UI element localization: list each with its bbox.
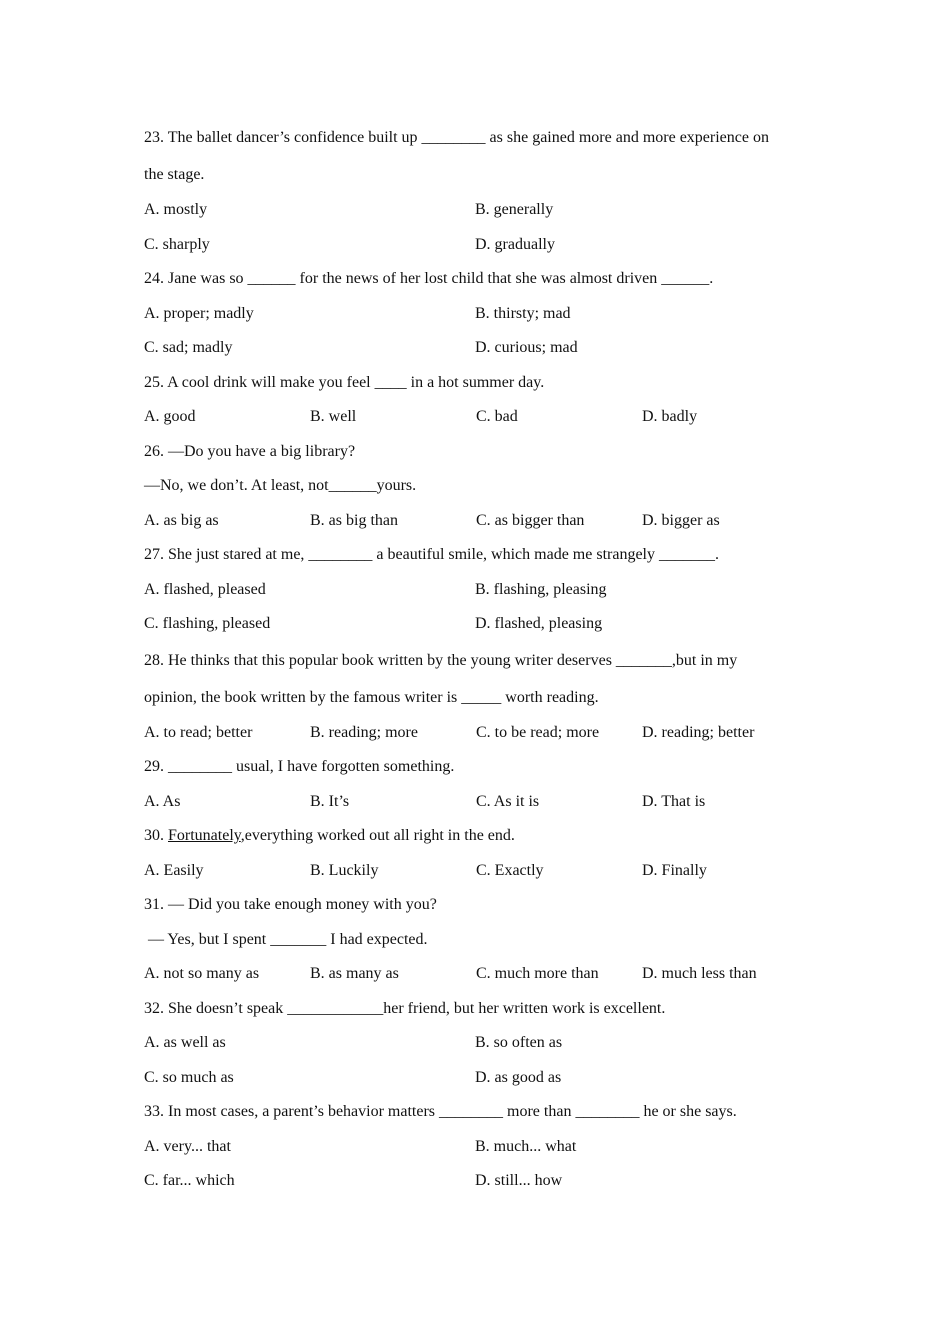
option-c[interactable]: C. so much as — [144, 1068, 234, 1086]
options-row — [144, 193, 814, 228]
question-text: 26. —Do you have a big library? — [144, 442, 356, 460]
question-30 — [144, 819, 814, 888]
option-d[interactable]: D. gradually — [475, 235, 555, 253]
question-32 — [144, 992, 814, 1096]
options-row — [144, 400, 814, 435]
option-d[interactable]: D. That is — [642, 792, 706, 810]
option-b[interactable]: B. as many as — [310, 965, 399, 982]
question-25 — [144, 366, 814, 435]
options-row — [144, 504, 814, 539]
options-row — [144, 297, 814, 332]
option-d[interactable]: D. badly — [642, 408, 698, 425]
question-text: 32. She doesn’t speak ____________her friend, but her written work is excellent. — [144, 999, 666, 1017]
question-text: 24. Jane was so ______ for the news of her lost child that she was almost driven ______. — [144, 270, 714, 287]
options-row — [144, 607, 814, 642]
question-text: 27. She just stared at me, ________ a beautiful smile, which made me strangely _______. — [144, 546, 719, 563]
option-c[interactable]: C. bad — [476, 408, 518, 425]
option-b[interactable]: B. It’s — [310, 792, 350, 810]
question-27 — [144, 538, 814, 642]
option-a[interactable]: A. As — [144, 792, 181, 810]
question-text: 23. The ballet dancer’s confidence built up ________ as she gained more and more experience on — [144, 129, 769, 146]
option-c[interactable]: C. to be read; more — [476, 723, 600, 741]
option-c[interactable]: C. flashing, pleased — [144, 615, 271, 632]
option-c[interactable]: C. As it is — [476, 792, 540, 810]
option-b[interactable]: B. generally — [475, 201, 554, 218]
question-text: 25. A cool drink will make you feel ____ in a hot summer day. — [144, 373, 545, 391]
question-text: 33. In most cases, a parent’s behavior matters ________ more than ________ he or she says. — [144, 1103, 737, 1120]
option-b[interactable]: B. reading; more — [310, 723, 418, 741]
question-number: 30. — [144, 827, 168, 844]
option-a[interactable]: A. Easily — [144, 861, 204, 879]
option-b[interactable]: B. Luckily — [310, 861, 379, 879]
options-row — [144, 785, 814, 820]
options-row — [144, 854, 814, 889]
option-a[interactable]: A. proper; madly — [144, 304, 254, 322]
option-d[interactable]: D. bigger as — [642, 511, 720, 529]
option-d[interactable]: D. flashed, pleasing — [475, 615, 603, 632]
option-b[interactable]: B. much... what — [475, 1137, 577, 1155]
question-24 — [144, 262, 814, 366]
option-c[interactable]: C. sharply — [144, 235, 210, 253]
question-23 — [144, 119, 814, 262]
option-c[interactable]: C. as bigger than — [476, 511, 585, 529]
option-d[interactable]: D. curious; mad — [475, 339, 578, 356]
option-b[interactable]: B. flashing, pleasing — [475, 580, 607, 598]
underlined-word: Fortunately — [168, 827, 241, 844]
options-row — [144, 957, 814, 992]
option-c[interactable]: C. far... which — [144, 1172, 235, 1189]
question-text: opinion, the book written by the famous writer is _____ worth reading. — [144, 688, 599, 706]
option-a[interactable]: A. flashed, pleased — [144, 580, 266, 598]
question-text — [144, 819, 814, 854]
option-a[interactable]: A. to read; better — [144, 723, 253, 741]
option-b[interactable]: B. thirsty; mad — [475, 304, 571, 322]
option-b[interactable]: B. so often as — [475, 1034, 563, 1051]
question-text: —No, we don’t. At least, not______yours. — [144, 477, 417, 494]
option-d[interactable]: D. still... how — [475, 1172, 563, 1189]
options-row — [144, 1026, 814, 1061]
option-b[interactable]: B. as big than — [310, 511, 398, 529]
option-a[interactable]: A. mostly — [144, 201, 208, 218]
question-rest: ,everything worked out all right in the end. — [240, 827, 515, 844]
question-text: 28. He thinks that this popular book written by the young writer deserves _______,but in my — [144, 651, 738, 669]
question-31 — [144, 888, 814, 992]
options-row — [144, 1164, 814, 1199]
question-text: — Yes, but I spent _______ I had expected. — [144, 930, 428, 948]
question-text: 29. ________ usual, I have forgotten something. — [144, 758, 455, 775]
question-text: the stage. — [144, 166, 205, 183]
options-row — [144, 1061, 814, 1096]
option-a[interactable]: A. good — [144, 408, 196, 425]
option-d[interactable]: D. reading; better — [642, 723, 755, 741]
options-row — [144, 1130, 814, 1165]
options-row — [144, 573, 814, 608]
option-d[interactable]: D. as good as — [475, 1068, 562, 1086]
option-c[interactable]: C. much more than — [476, 965, 599, 982]
question-28 — [144, 642, 814, 751]
option-a[interactable]: A. as big as — [144, 511, 219, 529]
option-c[interactable]: C. Exactly — [476, 861, 544, 879]
option-a[interactable]: A. not so many as — [144, 965, 260, 982]
option-a[interactable]: A. very... that — [144, 1137, 231, 1155]
option-b[interactable]: B. well — [310, 408, 357, 425]
question-26 — [144, 435, 814, 539]
option-d[interactable]: D. much less than — [642, 965, 757, 982]
option-d[interactable]: D. Finally — [642, 861, 707, 879]
options-row — [144, 331, 814, 366]
options-row — [144, 228, 814, 263]
option-c[interactable]: C. sad; madly — [144, 339, 233, 356]
worksheet-page — [144, 119, 814, 1199]
options-row — [144, 716, 814, 751]
option-a[interactable]: A. as well as — [144, 1034, 226, 1051]
question-29 — [144, 750, 814, 819]
question-text: 31. — Did you take enough money with you? — [144, 896, 437, 913]
question-33 — [144, 1095, 814, 1199]
